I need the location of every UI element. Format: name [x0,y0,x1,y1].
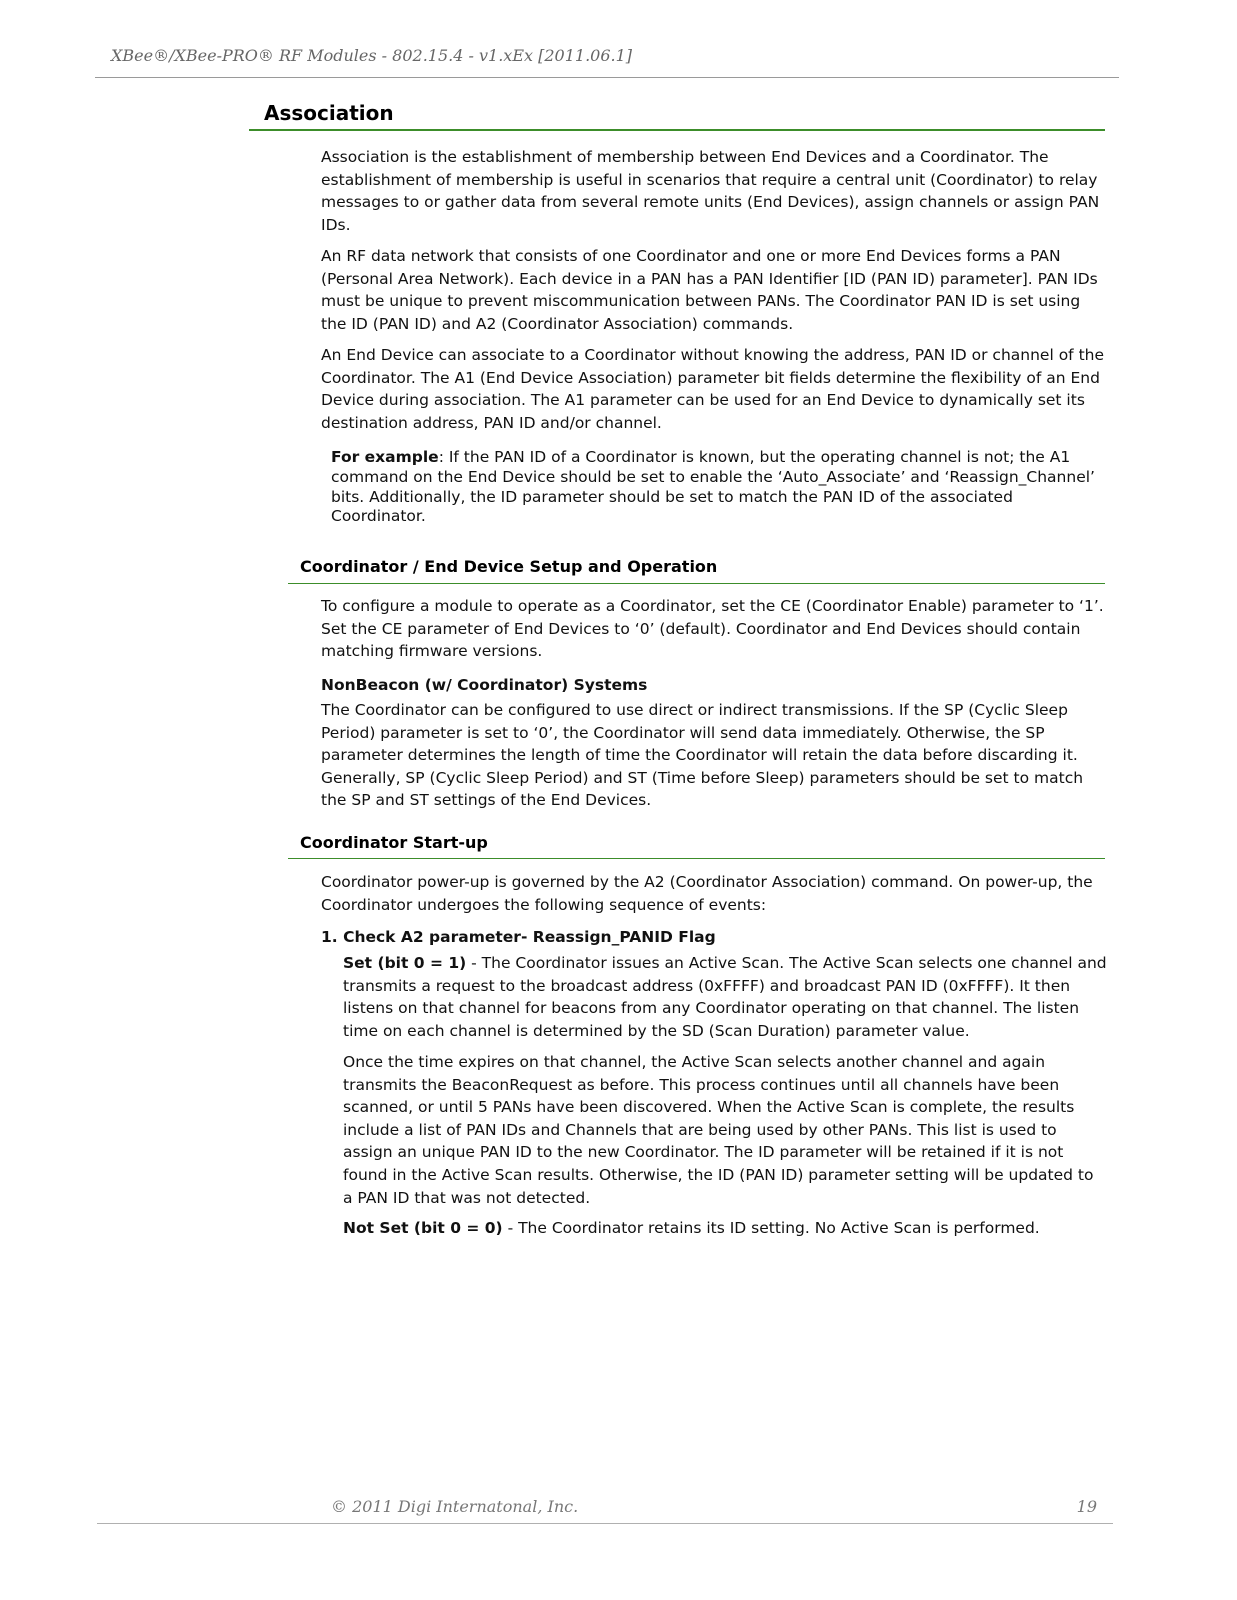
example-label: For example [331,448,439,466]
section-title-setup: Coordinator / End Device Setup and Operation [300,557,718,576]
section-rule-setup [288,583,1105,584]
subsection-title-nonbeacon: NonBeacon (w/ Coordinator) Systems [321,676,648,694]
not-set-bit-paragraph [343,1217,1107,1240]
footer-page-number: 19 [1076,1497,1097,1516]
set-bit-paragraph [343,952,1107,1042]
section-title-startup: Coordinator Start-up [300,833,488,852]
footer-copyright: © 2011 Digi Internatonal, Inc. [331,1497,579,1516]
footer-divider [97,1523,1113,1524]
not-set-bit-text: - The Coordinator retains its ID setting. No Active Scan is performed. [502,1219,1040,1237]
setup-paragraph-1: To configure a module to operate as a Coordinator, set the CE (Coordinator Enable) parameter to ‘1’. Set the CE parameter of End Devices to ‘0’ (default). Coordinator and End Devices should contain matching firmware versions. [321,597,1104,661]
nonbeacon-paragraph: The Coordinator can be configured to use direct or indirect transmissions. If the SP (Cyclic Sleep Period) parameter is set to ‘0’, the Coordinator will send data immediately. Otherwise, the SP parameter determines the length of time the Coordinator will retain the data before discarding it. Generally, SP (Cyclic Sleep Period) and ST (Time before Sleep) parameters should be set to match the SP and ST settings of the End Devices. [321,701,1084,810]
example-note [331,448,1101,527]
section-title-association: Association [264,101,394,125]
active-scan-paragraph: Once the time expires on that channel, the Active Scan selects another channel and again transmits the BeaconRequest as before. This process continues until all channels have been scanned, or until 5 PANs have been discovered. When the Active Scan is complete, the results include a list of PAN IDs and Channels that are being used by other PANs. This list is used to assign an unique PAN ID to the new Coordinator. The ID parameter will be retained if it is not found in the Active Scan results. Otherwise, the ID (PAN ID) parameter setting will be updated to a PAN ID that was not detected. [343,1053,1094,1207]
association-paragraph-1: Association is the establishment of membership between End Devices and a Coordinator. The establishment of membership is useful in scenarios that require a central unit (Coordinator) to relay messages to or gather data from several remote units (End Devices), assign channels or assign PAN IDs. [321,148,1100,234]
running-header: XBee®/XBee-PRO® RF Modules - 802.15.4 - v1.xEx [2011.06.1] [111,46,633,65]
set-bit-text: - The Coordinator issues an Active Scan. The Active Scan selects one channel and transmits a request to the broadcast address (0xFFFF) and broadcast PAN ID (0xFFFF). It then listens on that channel for beacons from any Coordinator operating on that channel. The listen time on each channel is determined by the SD (Scan Duration) parameter value. [343,954,1107,1040]
header-divider [95,77,1119,78]
example-text: : If the PAN ID of a Coordinator is known, but the operating channel is not; the A1 command on the End Device should be set to enable the ‘Auto_Associate’ and ‘Reassign_Channel’ bits. Additionally, the ID parameter should be set to match the PAN ID of the associated Coordinator. [331,448,1095,526]
association-paragraph-3: An End Device can associate to a Coordinator without knowing the address, PAN ID or channel of the Coordinator. The A1 (End Device Association) parameter bit fields determine the flexibility of an End Device during association. The A1 parameter can be used for an End Device to dynamically set its destination address, PAN ID and/or channel. [321,346,1104,432]
not-set-bit-label: Not Set (bit 0 = 0) [343,1219,503,1237]
association-paragraph-2: An RF data network that consists of one Coordinator and one or more End Devices forms a PAN (Personal Area Network). Each device in a PAN has a PAN Identifier [ID (PAN ID) parameter]. PAN IDs must be unique to prevent miscommunication between PANs. The Coordinator PAN ID is set using the ID (PAN ID) and A2 (Coordinator Association) commands. [321,247,1098,333]
step-1-title: 1. Check A2 parameter- Reassign_PANID Flag [321,928,716,946]
section-rule-startup [288,858,1105,859]
set-bit-label: Set (bit 0 = 1) [343,954,467,972]
startup-paragraph-1: Coordinator power-up is governed by the A2 (Coordinator Association) command. On power-up, the Coordinator undergoes the following sequence of events: [321,873,1093,914]
section-rule-association [249,129,1105,131]
